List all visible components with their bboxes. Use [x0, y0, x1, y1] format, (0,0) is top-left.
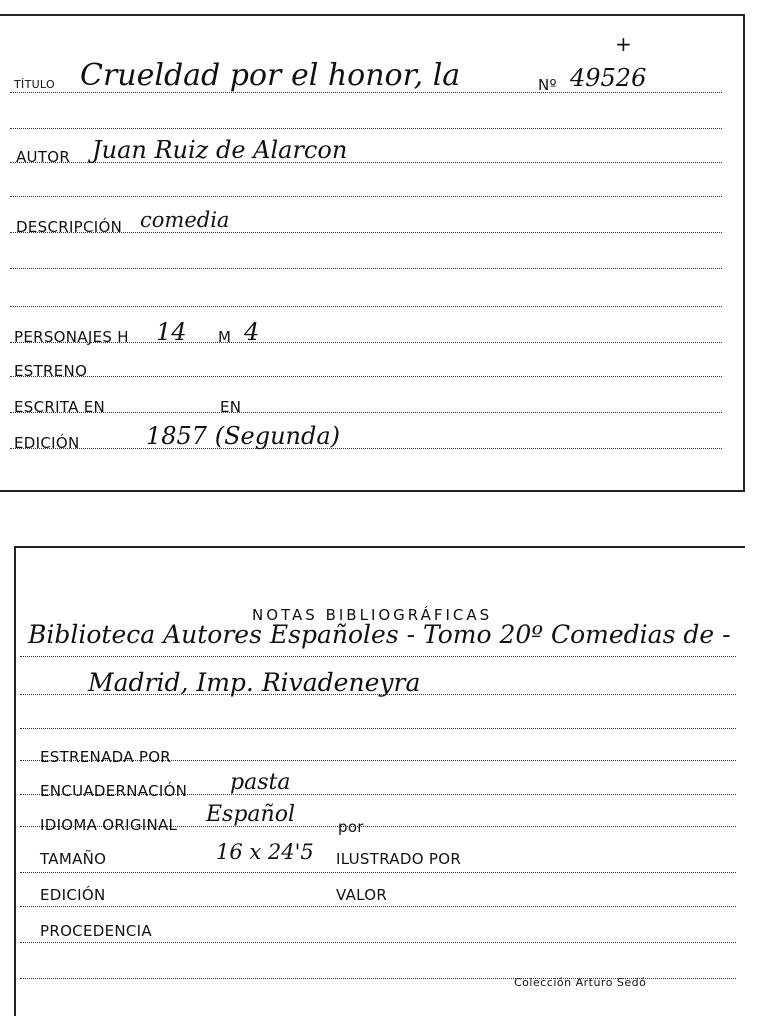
- autor-label: AUTOR: [16, 148, 71, 166]
- rule-line: [10, 128, 722, 129]
- descripcion-label: DESCRIPCIÓN: [16, 218, 123, 236]
- personajes-h-value: 14: [156, 318, 187, 346]
- personajes-label: PERSONAJES H: [14, 328, 129, 346]
- encuadernacion-label: ENCUADERNACIÓN: [40, 782, 188, 800]
- idioma-value: Español: [206, 802, 295, 827]
- idioma-label: IDIOMA ORIGINAL: [40, 816, 178, 834]
- descripcion-value: comedia: [140, 208, 230, 232]
- personajes-m-value: 4: [244, 318, 260, 346]
- edicion-value: 1857 (Segunda): [146, 422, 341, 450]
- tamano-label: TAMAÑO: [40, 850, 107, 868]
- personajes-m-label: M: [218, 328, 232, 346]
- edicion-label: EDICIÓN: [40, 886, 106, 904]
- rule-line: [10, 412, 722, 413]
- rule-line: [20, 942, 736, 943]
- rule-line: [20, 906, 736, 907]
- tamano-value: 16 x 24'5: [216, 840, 314, 864]
- rule-line: [10, 376, 722, 377]
- por-label: por: [338, 818, 364, 836]
- collection-footer: Colección Arturo Sedó: [514, 976, 647, 989]
- valor-label: VALOR: [336, 886, 388, 904]
- numero-mark: +: [615, 32, 632, 56]
- en-label: EN: [220, 398, 242, 416]
- catalog-card-top: [0, 14, 745, 492]
- escrita-en-label: ESCRITA EN: [14, 398, 106, 416]
- notas-line-1: Biblioteca Autores Españoles - Tomo 20º Comedias de -: [28, 620, 731, 649]
- rule-line: [10, 448, 722, 449]
- estreno-label: ESTRENO: [14, 362, 88, 380]
- rule-line: [10, 196, 722, 197]
- numero-label: Nº: [538, 76, 557, 94]
- rule-line: [10, 268, 722, 269]
- edicion-label: EDICIÓN: [14, 434, 80, 452]
- notas-heading: NOTAS BIBLIOGRÁFICAS: [252, 606, 493, 624]
- notas-line-2: Madrid, Imp. Rivadeneyra: [88, 668, 421, 697]
- rule-line: [20, 656, 736, 657]
- titulo-value: Crueldad por el honor, la: [80, 58, 461, 93]
- catalog-card-bottom: [14, 546, 745, 1016]
- ilustrado-label: ILUSTRADO POR: [336, 850, 462, 868]
- numero-value: 49526: [570, 64, 647, 92]
- autor-value: Juan Ruiz de Alarcon: [92, 136, 348, 164]
- encuadernacion-value: pasta: [230, 770, 291, 795]
- procedencia-label: PROCEDENCIA: [40, 922, 152, 940]
- rule-line: [10, 306, 722, 307]
- estrenada-label: ESTRENADA POR: [40, 748, 172, 766]
- rule-line: [20, 872, 736, 873]
- titulo-label: TÍTULO: [14, 78, 55, 91]
- rule-line: [20, 728, 736, 729]
